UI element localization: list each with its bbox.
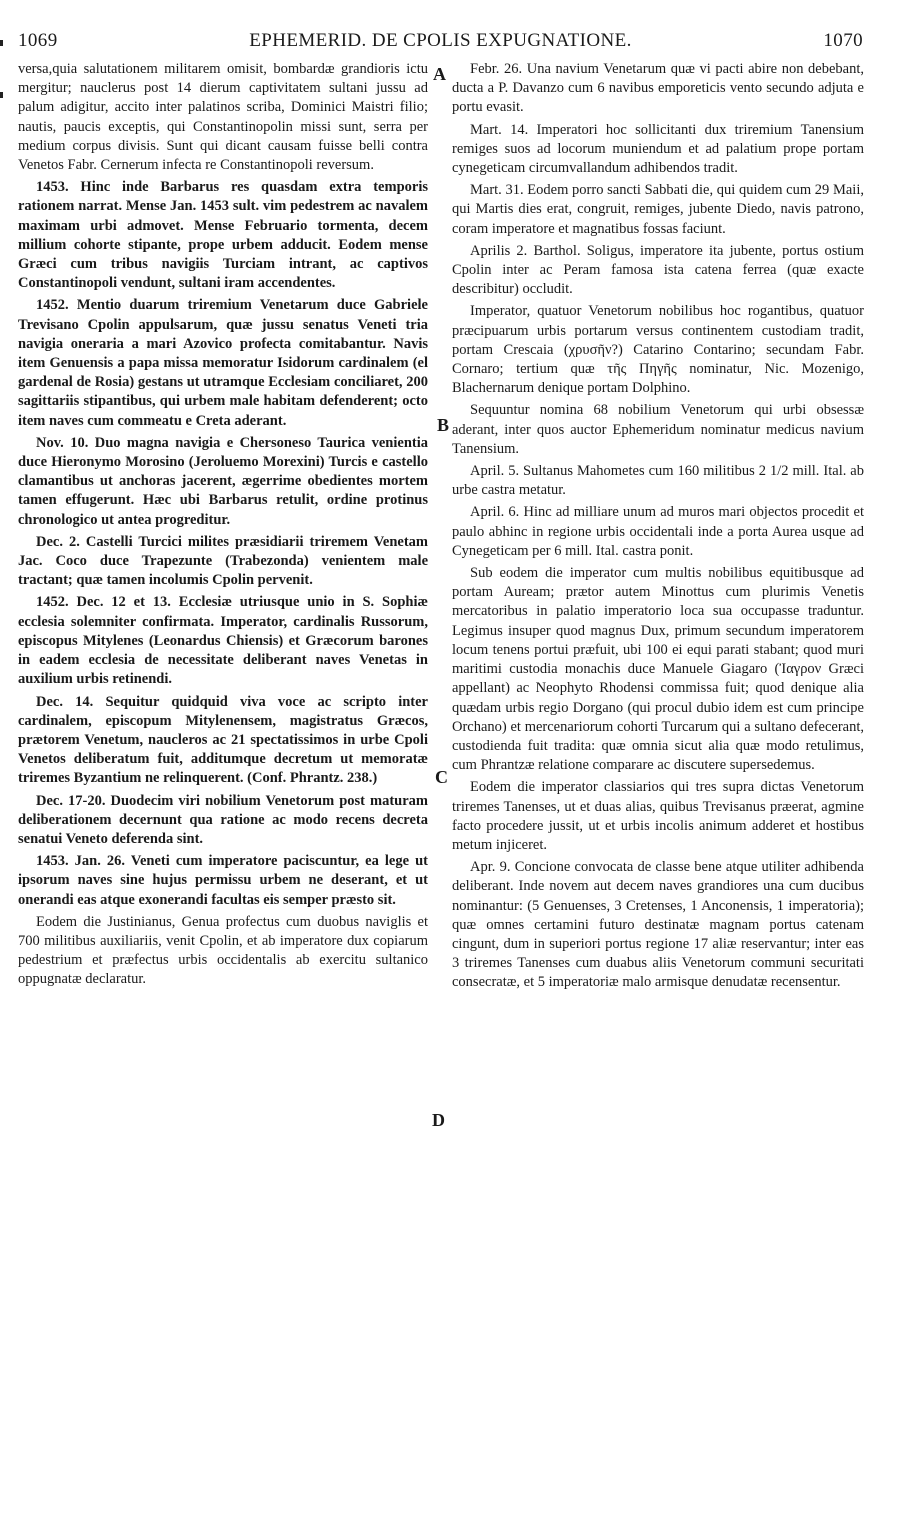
right-paragraph: Sequuntur nomina 68 nobilium Venetorum qui urbi obsessæ aderant, inter quos auctor Ephemeridum nominatur medicus navium Tanensium. [452,402,864,457]
page-header [18,30,863,58]
left-paragraph: Dec. 17-20. Duodecim viri nobilium Venetorum post maturam deliberationem decernunt qua ratione ac modo recens decreta senatui Veneto deferenda sint. [18,792,428,847]
right-paragraph: Sub eodem die imperator cum multis nobilibus equitibusque ad portam Auream; prætor autem Minottus cum plurimis Venetis mercatoribus in palatio imperatorio loca sua occupasse traduntur. Legimus insuper quod magnus Dux, primum secundum imperatorem locum tenens portui præfuit, ubi 100 ei equi parati stabant; quod muri maritimi custodia monachis duce Manuele Giagaro (Ἰαγρον Græci appellant) ac Neophyto Rhodensi commissa fuit; quod denique alia quædam urbis regio Dorgano (qui procul dubio idem est cum principe Orchano) et mercenariorum cohorti Turcarum qui a sultano defecerant, custodienda fuit tradita: quæ omnia sicut alia quæ modo retulimus, cum Phrantzæ relatione comparare ac discutere supersedemus. [452,565,864,774]
left-paragraph: 1453. Jan. 26. Veneti cum imperatore paciscuntur, ea lege ut ipsorum naves sine hujus permissu urbem ne deserant, et ut onerandi eas atque exonerandi facultas eis semper præsto sit. [18,853,428,908]
margin-letter-b: B [437,415,450,435]
left-column [18,60,428,993]
right-paragraph: April. 5. Sultanus Mahometes cum 160 militibus 2 1/2 mill. Ital. ab urbe castra metatur. [452,463,864,499]
left-paragraph: 1452. Dec. 12 et 13. Ecclesiæ utriusque unio in S. Sophiæ ecclesia solemniter confirmata. Imperator, cardinalis Russorum, episcopus Mitylenes (Leonardus Chiensis) et Græcorum barones in eadem ecclesia de necessitate deliberant naves Venetas in auxilium urbis retinendi. [18,594,428,688]
left-paragraph: versa,quia salutationem militarem omisit, bombardæ grandioris ictu mergitur; nauclerus post 14 dierum captivitatem sultani jussu ad palum adigitur, accito inter palatinos scriba, Dominici Maistri filio; nautis, paucis exceptis, qui Constantinopolin missi sunt, serra per medium corpus divisis. Sunt qui dicant causam fuisse belli contra Venetos Fabr. Cernerum infecta re Constantinopoli reversum. [18,61,428,174]
right-paragraph: Mart. 31. Eodem porro sancti Sabbati die, qui quidem cum 29 Maii, qui Martis dies erat, congruit, remiges, jubente Diedo, navis patrono, coram imperatore et magnatibus fossas faciunt. [452,182,864,237]
left-paragraph: Dec. 2. Castelli Turcici milites præsidiarii triremem Venetam Jac. Coco duce Trapezunte (Trabezonda) venientem male tractant; quæ tamen incolumis Cpolin pervenit. [18,533,428,589]
right-column [452,60,864,996]
running-title: EPHEMERID. DE CPOLIS EXPUGNATIONE. [249,30,632,51]
left-paragraph: Eodem die Justinianus, Genua profectus cum duobus naviglis et 700 militibus auxiliariis, venit Cpolin, et ab imperatore dux copiarum pedestrium et præfectus urbis occidentalis ab exercitu sultanico oppugnatæ declaratur. [18,913,428,988]
margin-letter-c: C [435,767,448,787]
right-paragraph: Febr. 26. Una navium Venetarum quæ vi pacti abire non debebant, ducta a P. Davanzo cum 6 navibus emporeticis vento secundo adjuta e portu evasit. [452,61,864,116]
page-number-left: 1069 [18,30,58,51]
margin-tick [0,40,3,46]
right-paragraph: Apr. 9. Concione convocata de classe bene atque utiliter adhibenda deliberant. Inde novem aut decem naves grandiores una cum ducibus nominantur: (5 Genuenses, 3 Cretenses, 1 Anconensis, 1 imperatoria); quæ omnes certamini futuro destinatæ magnam portus catenam cingunt, dum in superiori portus regione 17 aliæ reservantur; inter eas 3 triremes Tanenses cum duabus aliis Venetorum communi securitati consecratæ, et 5 imperatoriæ malo armisque denudatæ recensentur. [452,859,864,991]
left-paragraph: 1453. Hinc inde Barbarus res quasdam extra temporis rationem narrat. Mense Jan. 1453 sult. vim pedestrem ac navalem maximam urbi admovet. Mense Februario tormenta, decem millium cohorte stipante, prope urbem adducit. Eodem mense Græci cum tribus navigiis Turciam intrant, ac captivos Constantinopoli vendunt, sultani iram accendentes. [18,179,428,292]
right-paragraph: Eodem die imperator classiarios qui tres supra dictas Venetorum triremes Tanenses, ut et duas alias, quibus Trevisanus præerat, agmine facto procedere jussit, ut et urbis incolis animum adderet et hostibus metum injiceret. [452,779,864,853]
right-paragraph: Mart. 14. Imperatori hoc sollicitanti dux triremium Tanensium remiges suos ad locorum muniendum et ad palatium prope portam cynegeticam circumvallandum adhibendos tradit. [452,121,864,177]
left-paragraph: 1452. Mentio duarum triremium Venetarum duce Gabriele Trevisano Cpolin appulsarum, quæ jussu senatus Veneti tria navigia oneraria a mari Azovico profecta comitabantur. Navis item Genuensis a papa missa memoratur Isidorum cardinalem (el gardenal de Rosia) gestans ut utramque Ecclesiam conciliaret, 200 sagittariis stipantibus, qui urbem male habitam defenderent; octo item naves cum commeatu e Creta aderant. [18,297,428,429]
left-paragraph: Dec. 14. Sequitur quidquid viva voce ac scripto inter cardinalem, episcopum Mitylenensem, magistratus Græcos, prætorem Venetum, naucleros ac 21 spectatissimos in urbe Cpoli Venetos deliberatum fuit, additumque decretum ut memoratæ triremes Byzantium ne relinquerent. (Conf. Phrantz. 238.) [18,693,428,787]
margin-tick [0,92,3,98]
margin-letter-d: D [432,1110,445,1130]
right-paragraph: April. 6. Hinc ad milliare unum ad muros mari objectos procedit et paulo abhinc in regione urbis occidentali inde a porta Aurea usque ad Cynegeticam per 6 mill. Ital. castra ponit. [452,504,864,559]
left-paragraph: Nov. 10. Duo magna navigia e Chersoneso Taurica venientia duce Hieronymo Morosino (Jeroluemo Morexini) Turcis e castello clamantibus ut anchoras jacerent, ægerrime obedientes mortem tamen effugerunt. Hæc ubi Barbarus retulit, ordine protinus chronologico ut antea progreditur. [18,434,428,528]
right-paragraph: Aprilis 2. Barthol. Soligus, imperatore ita jubente, portus ostium Cpolin inter ac Peram famosa ista catena ferrea (quæ exacte describitur) occludit. [452,242,864,298]
right-paragraph: Imperator, quatuor Venetorum nobilibus hoc rogantibus, quatuor præcipuarum urbis portarum versus continentem custodiam tradit, portam Crescaia (χρυσῆν?) Catarino Contarino; secundam Fabr. Cornaro; tertium quæ τῆς Πηγῆς nominatur, Nic. Mozenigo, Blachernarum denique portam Dolphino. [452,303,864,397]
margin-letter-a: A [433,64,446,84]
page-number-right: 1070 [823,30,863,51]
